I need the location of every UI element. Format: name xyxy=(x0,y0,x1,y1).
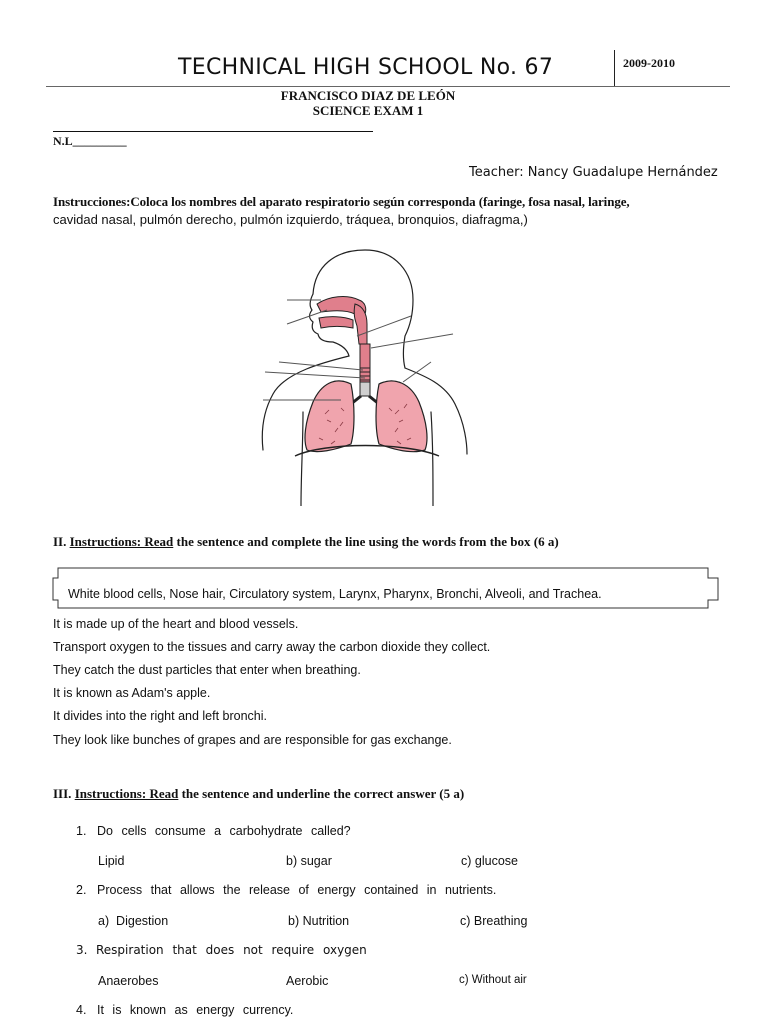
section2-numeral: II. xyxy=(53,534,70,549)
question-1-option-a[interactable]: Lipid xyxy=(98,854,125,868)
section1-instructions-cont: cavidad nasal, pulmón derecho, pulmón izquierdo, tráquea, bronquios, diafragma,) xyxy=(53,212,528,227)
section2-underlined: Instructions: Read xyxy=(69,534,174,549)
trachea-lower xyxy=(360,382,370,396)
section3-numeral: III. xyxy=(53,786,75,801)
question-3-number: 3. xyxy=(76,943,88,957)
school-title: TECHNICAL HIGH SCHOOL No. 67 xyxy=(178,55,554,80)
label-line-4 xyxy=(371,334,453,348)
question-4-text: It is known as energy currency. xyxy=(97,1003,294,1017)
sentence-2: Transport oxygen to the tissues and carry away the carbon dioxide they collect. xyxy=(53,640,491,654)
exam-title: SCIENCE EXAM 1 xyxy=(312,103,424,118)
question-1-number: 1. xyxy=(76,824,87,838)
question-3-option-b[interactable]: Aerobic xyxy=(286,974,329,988)
torso-right-side xyxy=(431,412,433,506)
question-4-number: 4. xyxy=(76,1003,87,1017)
sentence-1: It is made up of the heart and blood vessels. xyxy=(53,617,299,631)
respiratory-system-diagram xyxy=(255,244,475,506)
school-name: FRANCISCO DIAZ DE LEÓN xyxy=(280,88,456,103)
left-lung xyxy=(376,381,427,452)
question-2-option-a[interactable]: a) Digestion xyxy=(98,914,169,928)
question-1-option-c[interactable]: c) glucose xyxy=(461,854,518,868)
sentence-4: It is known as Adam's apple. xyxy=(53,686,211,700)
question-3-option-c[interactable]: c) Without air xyxy=(459,974,527,986)
question-2-option-c[interactable]: c) Breathing xyxy=(460,914,528,928)
question-1-option-b[interactable]: b) sugar xyxy=(286,854,332,868)
question-1-text: Do cells consume a carbohydrate called? xyxy=(97,824,351,838)
nl-field[interactable]: N.L_________ xyxy=(53,134,127,148)
section1-instructions: Instrucciones:Coloca los nombres del aparato respiratorio según corresponda (faringe, fosa nasal, laringe, xyxy=(53,194,630,209)
label-line-6 xyxy=(265,372,365,378)
section3-instructions: the sentence and underline the correct answer (5 a) xyxy=(178,786,465,801)
section3-underlined: Instructions: Read xyxy=(74,786,179,801)
sentence-3: They catch the dust particles that enter when breathing. xyxy=(53,663,361,677)
question-2-option-b[interactable]: b) Nutrition xyxy=(288,914,350,928)
student-name-line[interactable] xyxy=(53,131,373,132)
question-3-text: Respiration that does not require oxygen xyxy=(96,943,367,957)
teacher-name: Teacher: Nancy Guadalupe Hernández xyxy=(469,165,718,180)
question-2-number: 2. xyxy=(76,883,87,897)
section2-instructions: the sentence and complete the line using the words from the box (6 a) xyxy=(173,534,559,549)
right-lung xyxy=(305,381,354,452)
question-3-option-a[interactable]: Anaerobes xyxy=(98,974,159,988)
section2-heading xyxy=(53,534,559,550)
question-2-text: Process that allows the release of energy contained in nutrients. xyxy=(97,883,497,897)
year-divider xyxy=(614,50,615,86)
torso-left-side xyxy=(301,412,303,506)
sentence-6: They look like bunches of grapes and are responsible for gas exchange. xyxy=(53,733,452,747)
sentence-5: It divides into the right and left bronchi. xyxy=(53,709,268,723)
school-year: 2009-2010 xyxy=(623,56,675,70)
oral-cavity xyxy=(319,317,353,328)
label-line-7 xyxy=(403,362,431,382)
section3-heading xyxy=(53,786,464,802)
header-rule xyxy=(46,86,730,87)
word-box: White blood cells, Nose hair, Circulatory system, Larynx, Pharynx, Bronchi, Alveoli, and Trachea. xyxy=(68,587,602,601)
